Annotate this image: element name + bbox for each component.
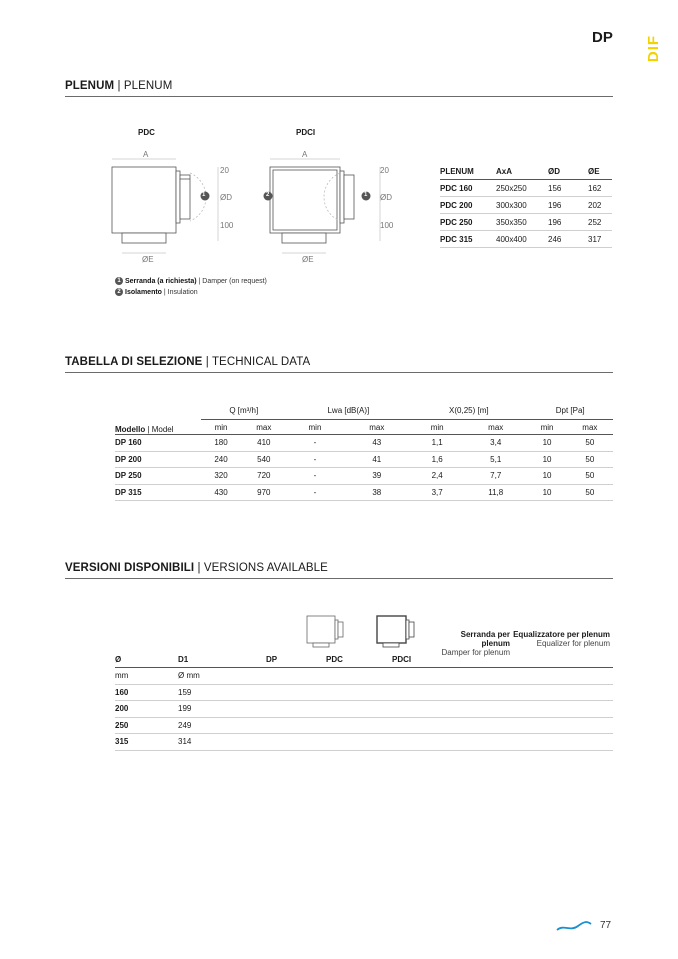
versions-section-title: VERSIONI DISPONIBILI | VERSIONS AVAILABLE [65, 562, 328, 574]
table-row: 160 159 [115, 684, 613, 701]
pdc-label: PDC [138, 128, 155, 137]
table-row: PDC 160 250x250 156 162 [440, 180, 612, 197]
option-damper: Serranda per plenum Damper for plenum [441, 630, 510, 657]
tech-section-title: TABELLA DI SELEZIONE | TECHNICAL DATA [65, 356, 311, 368]
model-header: Modello | Model [115, 401, 201, 435]
table-row: DP 315 430 970 - 38 3,7 11,8 10 50 [115, 484, 613, 501]
table-row: PDC 200 300x300 196 202 [440, 197, 612, 214]
dim-a-label: A [143, 150, 149, 159]
table-row: mm Ø mm [115, 668, 613, 685]
technical-data-table: Modello | Model Q [m³/h] Lwa [dB(A)] X(0,25) [m] Dpt [Pa] min max min max min max min max DP 160 180 410 - 43 1,1 3,4 10 50 DP 200 240 540 - 41 1,6 5,1 10 50 DP 250 320 720 - 39 2,4 7,7 10 50 DP 315 430 970 - 38 3,7 11,8 10 50 [115, 401, 613, 501]
table-row: DP 200 240 540 - 41 1,6 5,1 10 50 [115, 451, 613, 468]
pdci-marker-2: 2 [266, 192, 270, 198]
pdc-thumbnail [305, 613, 347, 649]
pdci-dim-od-label: ØD [380, 193, 392, 202]
versions-table: Ø D1 DP PDC PDCI mm Ø mm 160 159 200 199 250 249 315 314 [115, 651, 613, 751]
marker-1: 1 [202, 192, 206, 198]
pdci-marker-1: 1 [364, 192, 368, 198]
divider [65, 578, 613, 579]
pdc-drawing [100, 145, 250, 270]
side-tab-label: DIF [645, 34, 663, 63]
wave-logo-icon [556, 920, 592, 934]
pdci-dim-a-label: A [302, 150, 308, 159]
dim-100-label: 100 [220, 221, 234, 230]
legend-item-damper: 1 Serranda (a richiesta) | Damper (on request) [115, 277, 267, 285]
table-row: 250 249 [115, 717, 613, 734]
pdci-drawing [258, 145, 408, 270]
pdci-thumbnail [375, 613, 417, 649]
pdci-dim-100-label: 100 [380, 221, 394, 230]
divider [65, 96, 613, 97]
divider [65, 372, 613, 373]
table-row: DP 160 180 410 - 43 1,1 3,4 10 50 [115, 435, 613, 452]
dim-oe-label: ØE [142, 255, 154, 264]
pdci-label: PDCI [296, 128, 316, 137]
product-code: DP [592, 29, 613, 46]
dim-20-label: 20 [220, 166, 229, 175]
table-row: 315 314 [115, 734, 613, 751]
plenum-section-title: PLENUM | PLENUM [65, 80, 173, 92]
table-row: PDC 250 350x350 196 252 [440, 214, 612, 231]
dim-od-label: ØD [220, 193, 232, 202]
table-row: PDC 315 400x400 246 317 [440, 231, 612, 248]
table-row: DP 250 320 720 - 39 2,4 7,7 10 50 [115, 468, 613, 485]
option-equalizer: Equalizzatore per plenum Equalizer for plenum [513, 630, 610, 648]
plenum-dimensions-table: PLENUM AxA ØD ØE PDC 160 250x250 156 162 PDC 200 300x300 196 202 PDC 250 350x350 196 252 PDC 315 400x400 246 317 [440, 163, 612, 248]
pdci-dim-oe-label: ØE [302, 255, 314, 264]
side-tab [645, 30, 666, 64]
pdci-dim-20-label: 20 [380, 166, 389, 175]
page-number: 77 [600, 920, 612, 931]
table-row: 200 199 [115, 701, 613, 718]
legend-item-insulation: 2 Isolamento | Insulation [115, 288, 198, 296]
